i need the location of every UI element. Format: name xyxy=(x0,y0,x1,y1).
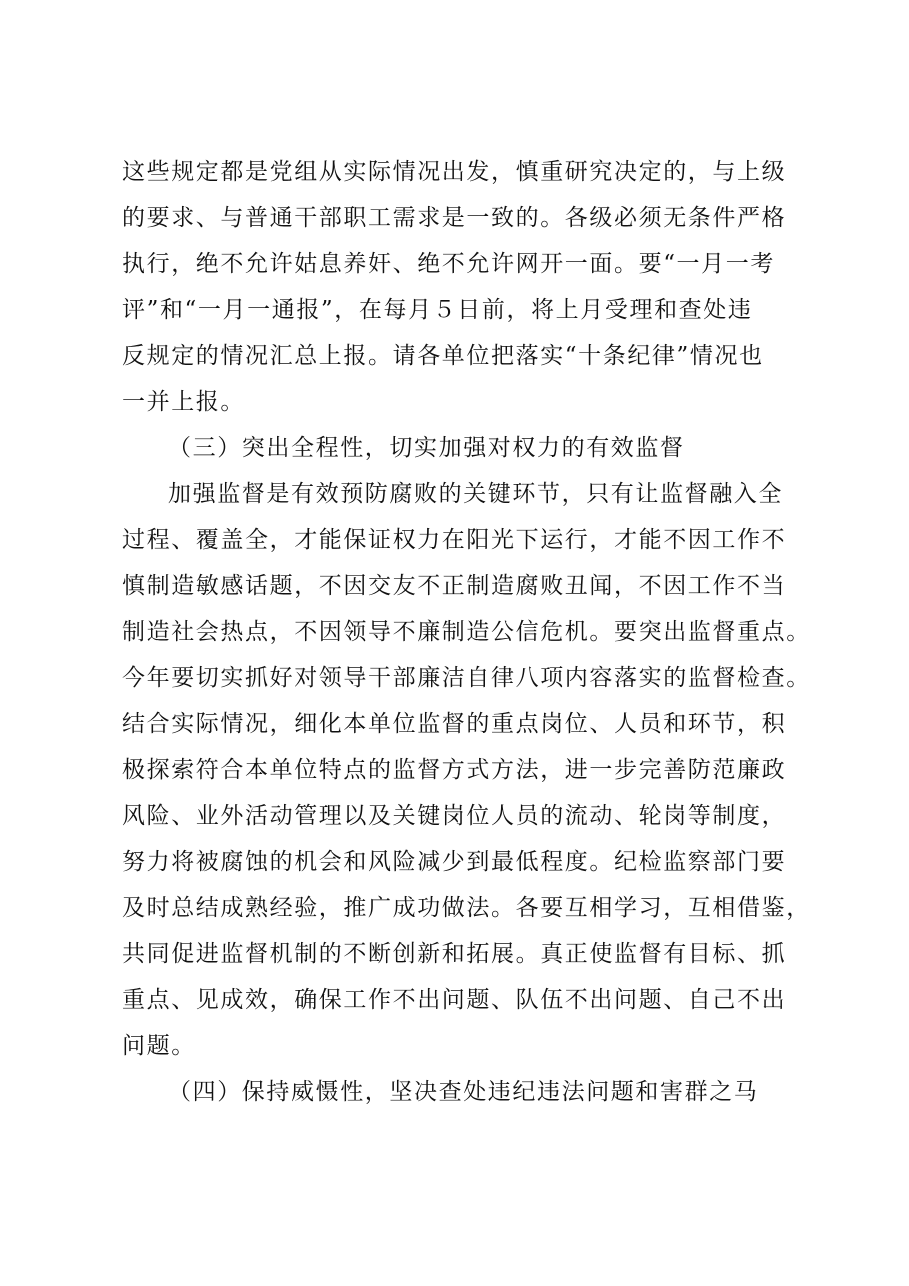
text-line: 这些规定都是党组从实际情况出发，慎重研究决定的，与上级 xyxy=(122,159,787,185)
text-line: 共同促进监督机制的不断创新和拓展。真正使监督有目标、抓 xyxy=(122,941,787,967)
text-line: 慎制造敏感话题，不因交友不正制造腐败丑闻，不因工作不当 xyxy=(122,573,787,599)
text-line: 反规定的情况汇总上报。请各单位把落实“十条纪律”情况也 xyxy=(122,343,764,369)
text-line: 风险、业外活动管理以及关键岗位人员的流动、轮岗等制度， xyxy=(122,803,787,829)
section-heading: （四）保持威慑性，坚决查处违纪违法问题和害群之马 xyxy=(168,1079,759,1105)
text-line: 加强监督是有效预防腐败的关键环节，只有让监督融入全 xyxy=(168,481,783,507)
text-line: 结合实际情况，细化本单位监督的重点岗位、人员和环节，积 xyxy=(122,711,787,737)
text-line: 问题。 xyxy=(122,1033,196,1059)
text-line: 的要求、与普通干部职工需求是一致的。各级必须无条件严格 xyxy=(122,205,787,231)
section-heading: （三）突出全程性，切实加强对权力的有效监督 xyxy=(168,435,685,461)
text-line: 执行，绝不允许姑息养奸、绝不允许网开一面。要“一月一考 xyxy=(122,251,775,277)
text-line: 极探索符合本单位特点的监督方式方法，进一步完善防范廉政 xyxy=(122,757,787,783)
text-line: 过程、覆盖全，才能保证权力在阳光下运行，才能不因工作不 xyxy=(122,527,787,553)
text-line: 努力将被腐蚀的机会和风险减少到最低程度。纪检监察部门要 xyxy=(122,849,787,875)
text-line: 制造社会热点，不因领导不廉制造公信危机。要突出监督重点。 xyxy=(122,619,811,645)
text-line: 一并上报。 xyxy=(122,389,245,415)
text-line: 及时总结成熟经验，推广成功做法。各要互相学习，互相借鉴， xyxy=(122,895,811,921)
text-line: 今年要切实抓好对领导干部廉洁自律八项内容落实的监督检查。 xyxy=(122,665,811,691)
text-line: 评”和“一月一通报”，在每月５日前，将上月受理和查处违 xyxy=(122,297,753,323)
text-line: 重点、见成效，确保工作不出问题、队伍不出问题、自己不出 xyxy=(122,987,787,1013)
